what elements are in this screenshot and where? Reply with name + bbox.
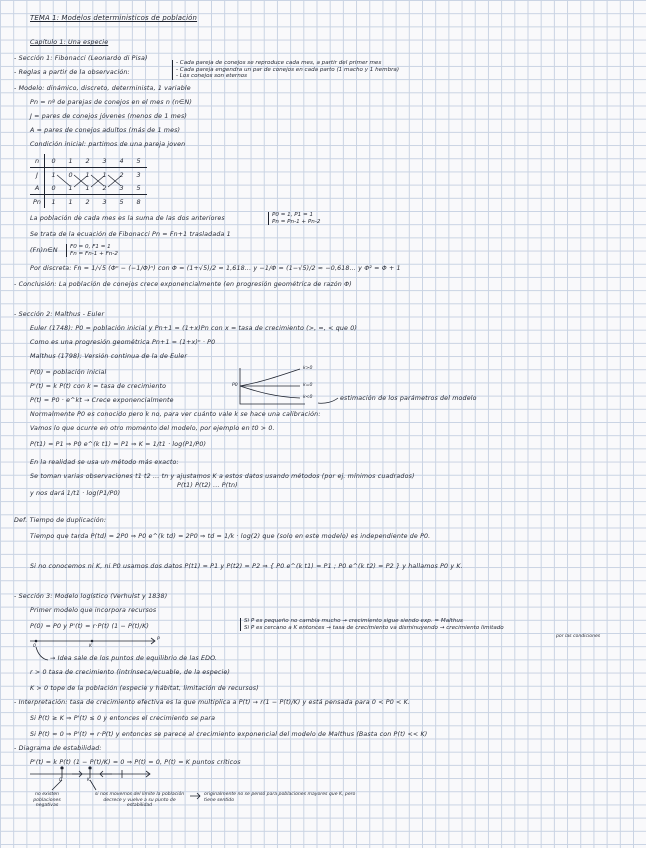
- model-line: - Modelo: dinámico, discreto, determinista, 1 variable: [14, 85, 191, 92]
- initial-condition: Condición inicial: partimos de una pareja joven: [30, 141, 186, 148]
- doubling-def: Def. Tiempo de duplicación:: [14, 517, 107, 524]
- note-larger-than-k: originalmente no se pensó para poblaciones mayores que K, pero tiene sentido: [204, 792, 356, 803]
- table-cell: 2: [79, 154, 96, 168]
- table-cell: 2: [119, 170, 124, 179]
- binet-formula: Por discreta: Fn = 1/√5 (Φⁿ − (−1/Φ)ⁿ) con Φ = (1+√5)/2 ≈ 1,618... y −1/Φ = (1−√5)/2 ≈ −0,618... y Φ² = Φ + 1: [30, 265, 401, 272]
- table-cell: 1: [62, 154, 79, 168]
- doubling-time: Tiempo que tarda P(td) = 2P0 ⇒ P0 e^(k td) = 2P0 ⇒ td = 1/k · log(2) que (solo en este modelo) es independiente de P0.: [30, 533, 431, 540]
- pointer-note3: [190, 793, 200, 799]
- conditions-note: por las condiciones: [556, 634, 601, 639]
- table-cell: J: [30, 168, 45, 182]
- example-line: Vamos lo que ocurre en otro momento del modelo, por ejemplo en t0 > 0.: [30, 425, 275, 432]
- table-cell: A: [30, 181, 45, 195]
- observations-values: P(t1) P(t2) ... P(tn): [177, 482, 238, 489]
- section2-heading: - Sección 2: Malthus - Euler: [14, 311, 105, 318]
- euler-line: Euler (1748): P0 = población inicial y Pn+1 = (1+x)Pn con x = tasa de crecimiento (>, =, < que 0): [30, 325, 357, 332]
- pointer-note2: [90, 780, 96, 790]
- geometric-line: Como es una progresión geométrica Pn+1 = (1+x)ⁿ · P0: [30, 339, 216, 346]
- solution-line: P(t) = P0 · e^kt → Crece exponencialmente: [30, 397, 174, 404]
- graph-label-kpos: k>0: [303, 366, 313, 371]
- graph-label-kzero: k=0: [303, 383, 313, 388]
- observations-line: Se toman varias observaciones t1 t2 ... tn y ajustamos K a estos datos usando métodos (por ej. mínimos cuadrados): [30, 473, 415, 480]
- interpretation-line: - Interpretación: tasa de crecimiento efectiva es la que multiplica a P(t) → r(1 − P(t)/K) y está pensada para 0 < P0 < K.: [14, 699, 411, 706]
- table-cell: 4: [113, 154, 130, 168]
- table-cell: 3: [113, 181, 130, 195]
- equation-line: Pn = Pn-1 + Pn-2: [272, 218, 321, 225]
- conclusion-line: - Conclusión: La población de conejos crece exponencialmente (en progresión geométrica de razón Φ): [14, 281, 352, 288]
- case-line: Si P es cercano a K entonces → tasa de crecimiento va disminuyendo → crecimiento limitado: [244, 624, 504, 631]
- two-data-points: Si no conocemos ni K, ni P0 usamos dos datos P(t1) = P1 y P(t2) = P2 ⇒ { P0 e^(k t1) = P1 ; P0 e^(k t2) = P2 } y hallamos P0 y K.: [30, 563, 463, 570]
- reality-line: En la realidad se usa un método más exacto:: [30, 459, 179, 466]
- k-definition: K > 0 tope de la población (especie y hábitat, limitación de recursos): [30, 685, 259, 692]
- p0-line: P(0) = población inicial: [30, 369, 107, 376]
- equation-line: Fn = Fn-1 + Fn-2: [70, 250, 118, 257]
- table-cell: 5: [130, 154, 147, 168]
- stability-label-zero: 0: [59, 778, 62, 783]
- phase-label-k: K: [89, 644, 93, 649]
- table-cell: 8: [136, 197, 141, 206]
- rules-label: - Reglas a partir de la observación:: [14, 69, 130, 76]
- table-cell: 0: [45, 181, 63, 195]
- fn-label: (Fn)n∈N: [30, 247, 58, 254]
- table-cell: 2: [96, 181, 113, 195]
- ode-line: P'(t) = k P(t) con k = tasa de crecimiento: [30, 383, 167, 390]
- table-cell: 1: [51, 197, 56, 206]
- table-cell: 3: [96, 154, 113, 168]
- table-cell: 5: [130, 181, 147, 195]
- table-cell: 3: [102, 197, 107, 206]
- equation-line: F0 = 0, F1 = 1: [70, 244, 111, 250]
- first-model-line: Primer modelo que incorpora recursos: [30, 607, 157, 614]
- pn-definition: Pn = nº de parejas de conejos en el mes n (n∈N): [30, 99, 192, 106]
- chapter-title: Capítulo 1: Una especie: [30, 39, 109, 46]
- rule-item: - Cada pareja engendra un par de conejos en cada parto (1 macho y 1 hembra): [176, 66, 400, 73]
- malthus-line: Malthus (1798): Versión continua de la de Euler: [30, 353, 188, 360]
- critical-point: [88, 766, 91, 769]
- graph-label-kneg: k<0: [303, 395, 313, 400]
- case-small: Si P(t) ≈ 0 ⇒ P'(t) ≈ r·P(t) y entonces se parece al crecimiento exponencial del modelo de Malthus (Basta con P(t) << K): [30, 731, 428, 738]
- note-no-negative: no existen poblaciones negativas: [33, 792, 61, 809]
- table-cell: 1: [85, 170, 90, 179]
- table-cell: 2: [85, 197, 90, 206]
- stability-heading: - Diagrama de estabilidad:: [14, 745, 102, 752]
- case-large: Si P(t) ≥ K ⇒ P'(t) ≤ 0 y entonces el crecimiento se para: [30, 715, 216, 722]
- table-cell: 1: [51, 170, 56, 179]
- table-cell: 0: [68, 170, 73, 179]
- table-cell: 5: [119, 197, 124, 206]
- phase-label-p: P: [157, 637, 160, 642]
- table-cell: 1: [79, 181, 96, 195]
- table-cell: 1: [68, 197, 73, 206]
- calibration-formula: P(t1) = P1 ⇒ P0 e^(k t1) = P1 ⇒ K = 1/t1 · log(P1/P0): [30, 441, 207, 448]
- estimation-note: estimación de los parámetros del modelo: [340, 395, 477, 402]
- table-cell: 3: [136, 170, 141, 179]
- fibonacci-eq-text: Se trata de la ecuación de Fibonacci Pn = Fn+1 trasladada 1: [30, 231, 231, 238]
- calibration-intro: Normalmente P0 es conocido pero k no, para ver cuánto vale k se hace una calibración:: [30, 411, 321, 418]
- section1-heading: - Sección 1: Fibonacci (Leonardo di Pisa): [14, 55, 148, 62]
- note-stability: si nos movemos del límite la población decrece y vuelve a su punto de estabilidad: [94, 792, 185, 809]
- observations-result: y nos dará 1/t1 · log(P1/P0): [30, 490, 121, 497]
- j-definition: J = pares de conejos jóvenes (menos de 1 mes): [30, 113, 187, 120]
- r-definition: r > 0 tasa de crecimiento (intrínseca/ecuable, de la especie): [30, 669, 231, 676]
- flow-arrow-right: [72, 771, 82, 777]
- rule-item: - Cada pareja de conejos se reproduce cada mes, a partir del primer mes: [176, 60, 382, 66]
- table-cell: 0: [45, 154, 63, 168]
- stability-equation: P'(t) = k P(t) (1 − P(t)/K) = 0 ⇒ P(t) = 0, P(t) = K puntos críticos: [30, 759, 241, 766]
- page-title: TEMA 1: Modelos deterministicos de población: [30, 14, 198, 22]
- a-definition: A = pares de conejos adultos (más de 1 mes): [30, 127, 181, 134]
- idea-line: → Idea sale de los puntos de equilibrio de las EDO.: [50, 655, 218, 662]
- phase-label-zero: 0: [33, 644, 36, 649]
- table-cell: 1: [62, 181, 79, 195]
- case-line: Si P es pequeño no cambia mucho → crecimiento sigue siendo exp. = Malthus: [244, 618, 463, 624]
- equation-line: P0 = 1, P1 = 1: [272, 212, 314, 218]
- graph-label-p0: P0: [232, 383, 238, 388]
- table-cell: Pn: [30, 195, 45, 209]
- table-cell: n: [30, 154, 45, 168]
- section3-heading: - Sección 3: Modelo logístico (Verhulst y 1838): [14, 593, 168, 600]
- flow-arrow-left: [100, 771, 112, 777]
- sum-text: La población de cada mes es la suma de las dos anteriores: [30, 215, 225, 222]
- rule-item: - Los conejos son eternos: [176, 73, 248, 80]
- table-cell: 1: [102, 170, 107, 179]
- stability-label-k: K: [87, 778, 91, 783]
- logistic-system: P(0) = P0 y P'(t) = r·P(t) (1 − P(t)/K): [30, 623, 149, 630]
- critical-point: [60, 766, 63, 769]
